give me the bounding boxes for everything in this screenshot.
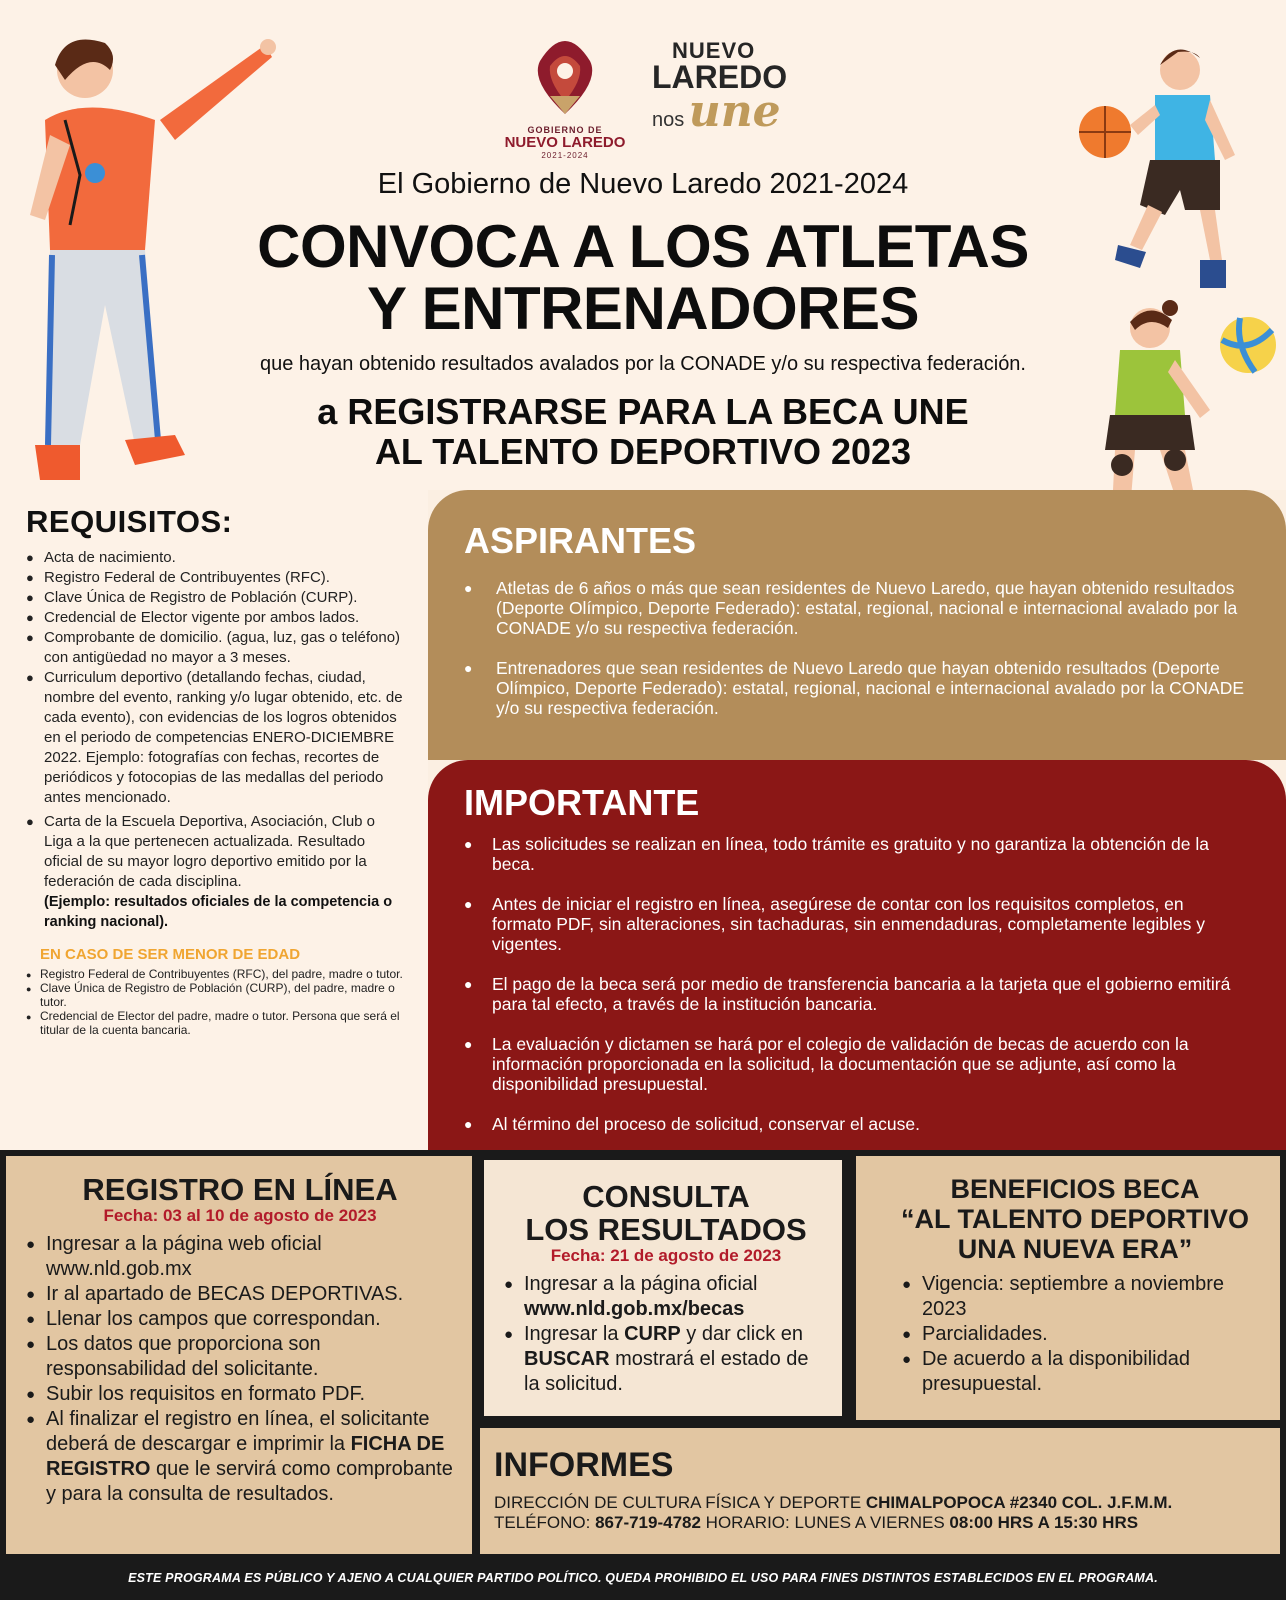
gobierno-logo bbox=[490, 26, 640, 160]
aspirantes-section bbox=[428, 490, 1286, 760]
minor-title: EN CASO DE SER MENOR DE EDAD bbox=[40, 946, 301, 963]
list-item: ● Curriculum deportivo (detallando fechas, ciudad, nombre del evento, ranking y/o lugar obtenido, etc. de cada evento), con evidencias de los logros obtenidos en el periodo de competencias ENERO-DICIEMBRE 2022. Ejemplo: fotografías con fechas, recortes de periódicos y fotocopias de las medallas del periodo antes mencionado. bbox=[26, 668, 406, 808]
informes-phone: 867-719-4782 bbox=[595, 1513, 701, 1532]
slogan-word-1: NUEVO bbox=[672, 38, 756, 63]
consulta-panel bbox=[480, 1156, 846, 1420]
list-item: ● Subir los requisitos en formato PDF. bbox=[26, 1382, 454, 1407]
list-item: ● Entrenadores que sean residentes de Nuevo Laredo que hayan obtenido resultados (Deporte Olímpico, Deporte Federado): estatal, regional, nacional e internacional avalado por la CONADE y/o su respectiva federación. bbox=[464, 658, 1246, 718]
consulta-date: Fecha: 21 de agosto de 2023 bbox=[550, 1246, 782, 1265]
gobierno-emblem-icon bbox=[520, 26, 610, 116]
list-item: ● El pago de la beca será por medio de transferencia bancaria a la tarjeta que el gobierno emitirá para tal efecto, a través de la institución bancaria. bbox=[464, 974, 1246, 1014]
list-item: ● Registro Federal de Contribuyentes (RFC), del padre, madre o tutor. bbox=[26, 967, 406, 981]
registro-list bbox=[26, 1232, 454, 1507]
registro-last-pre: Al finalizar el registro en línea, el solicitante deberá de descargar e imprimir la bbox=[46, 1408, 430, 1455]
header-title-line1: CONVOCA A LOS ATLETAS bbox=[257, 213, 1029, 280]
list-item: ● Ir al apartado de BECAS DEPORTIVAS. bbox=[26, 1282, 454, 1307]
beneficios-title-line3: UNA NUEVA ERA” bbox=[957, 1234, 1193, 1264]
informes-address-bold: CHIMALPOPOCA #2340 COL. J.F.M.M. bbox=[865, 1493, 1173, 1512]
registro-date: Fecha: 03 al 10 de agosto de 2023 bbox=[103, 1206, 377, 1225]
informes-line2-a: TELÉFONO: bbox=[494, 1513, 596, 1532]
list-item: ● Acta de nacimiento. bbox=[26, 548, 406, 568]
list-item: ● Credencial de Elector vigente por ambos lados. bbox=[26, 608, 406, 628]
header-call-line1: a REGISTRARSE PARA LA BECA UNE bbox=[317, 391, 969, 432]
consulta-title-line1: CONSULTA bbox=[582, 1179, 750, 1214]
list-item: ● Las solicitudes se realizan en línea, todo trámite es gratuito y no garantiza la obtención de la beca. bbox=[464, 834, 1246, 874]
importante-list bbox=[464, 834, 1246, 1134]
list-item: ● Carta de la Escuela Deportiva, Asociación, Club o Liga a la que pertenecen actualizada. Resultado oficial de su mayor logro deportivo emitido por la federación de cada disciplina. bbox=[26, 812, 406, 892]
list-item: ● Antes de iniciar el registro en línea, asegúrese de contar con los requisitos completos, en formato PDF, sin alteraciones, sin tachaduras, sin enmendaduras, completamente legibles y vigentes. bbox=[464, 894, 1246, 954]
beneficios-panel bbox=[856, 1156, 1280, 1420]
informes-contact bbox=[494, 1513, 1266, 1533]
footer-disclaimer: ESTE PROGRAMA ES PÚBLICO Y AJENO A CUALQUIER PARTIDO POLÍTICO. QUEDA PROHIBIDO EL USO PARA FINES DISTINTOS ESTABLECIDOS EN EL PROGRAMA. bbox=[0, 1560, 1286, 1600]
ficha-registro-label: FICHA DE REGISTRO bbox=[46, 1433, 445, 1480]
list-item bbox=[26, 1407, 454, 1507]
informes-panel bbox=[480, 1428, 1280, 1554]
buscar-label: BUSCAR bbox=[524, 1348, 610, 1370]
beneficios-title-line2: “AL TALENTO DEPORTIVO bbox=[900, 1204, 1250, 1234]
list-item: ● Comprobante de domicilio. (agua, luz, gas o teléfono) con antigüedad no mayor a 3 meses. bbox=[26, 628, 406, 668]
consulta-item2-c: y dar click en bbox=[680, 1323, 803, 1345]
list-item: ● Al término del proceso de solicitud, conservar el acuse. bbox=[464, 1114, 1246, 1134]
list-item: ● Ingresar a la página web oficial www.nld.gob.mx bbox=[26, 1232, 454, 1282]
list-item bbox=[504, 1272, 828, 1322]
list-item: ● Los datos que proporciona son responsabilidad del solicitante. bbox=[26, 1332, 454, 1382]
header-title bbox=[0, 213, 1286, 342]
becas-url: www.nld.gob.mx/becas bbox=[524, 1298, 745, 1320]
requisitos-title: REQUISITOS: bbox=[26, 504, 233, 539]
list-item: ● La evaluación y dictamen se hará por el colegio de validación de becas de acuerdo con la información proporcionada en la solicitud, la documentación que se adjunte, así como la disponibilidad presupuestal. bbox=[464, 1034, 1246, 1094]
importante-title: IMPORTANTE bbox=[464, 782, 700, 823]
nuevo-laredo-nos-une-logo bbox=[652, 38, 802, 137]
list-item: ● Registro Federal de Contribuyentes (RFC). bbox=[26, 568, 406, 588]
consulta-item1-pre: Ingresar a la página oficial bbox=[524, 1273, 758, 1295]
header-subtitle: El Gobierno de Nuevo Laredo 2021-2024 bbox=[377, 168, 909, 200]
registro-panel bbox=[6, 1156, 472, 1554]
requisitos-example: (Ejemplo: resultados oficiales de la competencia o ranking nacional). bbox=[44, 894, 393, 930]
aspirantes-list bbox=[464, 578, 1246, 718]
gobierno-logo-name: NUEVO LAREDO bbox=[504, 134, 626, 151]
list-item: ● Vigencia: septiembre a noviembre 2023 bbox=[902, 1272, 1266, 1322]
slogan-word-2: LAREDO bbox=[652, 59, 788, 95]
importante-section bbox=[428, 760, 1286, 1150]
beneficios-title-line1: BENEFICIOS BECA bbox=[950, 1174, 1200, 1204]
list-item: ● Credencial de Elector del padre, madre o tutor. Persona que será el titular de la cuenta bancaria. bbox=[26, 1009, 406, 1037]
header-description: que hayan obtenido resultados avalados por la CONADE y/o su respectiva federación. bbox=[259, 353, 1026, 375]
gobierno-logo-years: 2021-2024 bbox=[541, 151, 589, 160]
header-title-line2: Y ENTRENADORES bbox=[367, 275, 919, 342]
list-item: ● Clave Única de Registro de Población (CURP), del padre, madre o tutor. bbox=[26, 981, 406, 1009]
registro-last-post: que le servirá como comprobante y para la consulta de resultados. bbox=[46, 1458, 453, 1505]
header-call-line2: AL TALENTO DEPORTIVO 2023 bbox=[374, 431, 912, 472]
list-item: ● Clave Única de Registro de Población (CURP). bbox=[26, 588, 406, 608]
header-call bbox=[0, 392, 1286, 472]
curp-label: CURP bbox=[624, 1323, 681, 1345]
list-item: ● Llenar los campos que correspondan. bbox=[26, 1307, 454, 1332]
informes-line2-c: HORARIO: LUNES A VIERNES bbox=[700, 1513, 950, 1532]
consulta-title-line2: LOS RESULTADOS bbox=[525, 1212, 807, 1247]
beneficios-list bbox=[884, 1272, 1266, 1397]
beneficios-title bbox=[884, 1174, 1266, 1264]
requisitos-section bbox=[0, 490, 428, 1150]
aspirantes-title: ASPIRANTES bbox=[464, 520, 697, 561]
consulta-item2-e: mostrará el estado de la solicitud. bbox=[524, 1348, 809, 1395]
informes-line1-pre: DIRECCIÓN DE CULTURA FÍSICA Y DEPORTE bbox=[494, 1493, 866, 1512]
list-item: ● De acuerdo a la disponibilidad presupuestal. bbox=[902, 1347, 1266, 1397]
consulta-item2-a: Ingresar la bbox=[524, 1323, 625, 1345]
list-item: ● Parcialidades. bbox=[902, 1322, 1266, 1347]
consulta-list bbox=[504, 1272, 828, 1397]
gobierno-logo-top: GOBIERNO DE bbox=[527, 125, 603, 135]
requisitos-list bbox=[26, 548, 406, 892]
list-item bbox=[504, 1322, 828, 1397]
informes-title: INFORMES bbox=[494, 1446, 674, 1484]
informes-address bbox=[494, 1493, 1266, 1513]
informes-hours: 08:00 HRS A 15:30 HRS bbox=[949, 1513, 1139, 1532]
slogan-word-4: une bbox=[688, 86, 781, 137]
list-item: ● Atletas de 6 años o más que sean residentes de Nuevo Laredo, que hayan obtenido resultados (Deporte Olímpico, Deporte Federado): estatal, regional, nacional e internacional avalado por la CONADE y/o su respectiva federación. bbox=[464, 578, 1246, 638]
slogan-word-3: nos bbox=[652, 109, 685, 131]
consulta-title bbox=[504, 1180, 828, 1246]
minor-list bbox=[26, 967, 406, 1037]
registro-title: REGISTRO EN LÍNEA bbox=[82, 1172, 398, 1207]
